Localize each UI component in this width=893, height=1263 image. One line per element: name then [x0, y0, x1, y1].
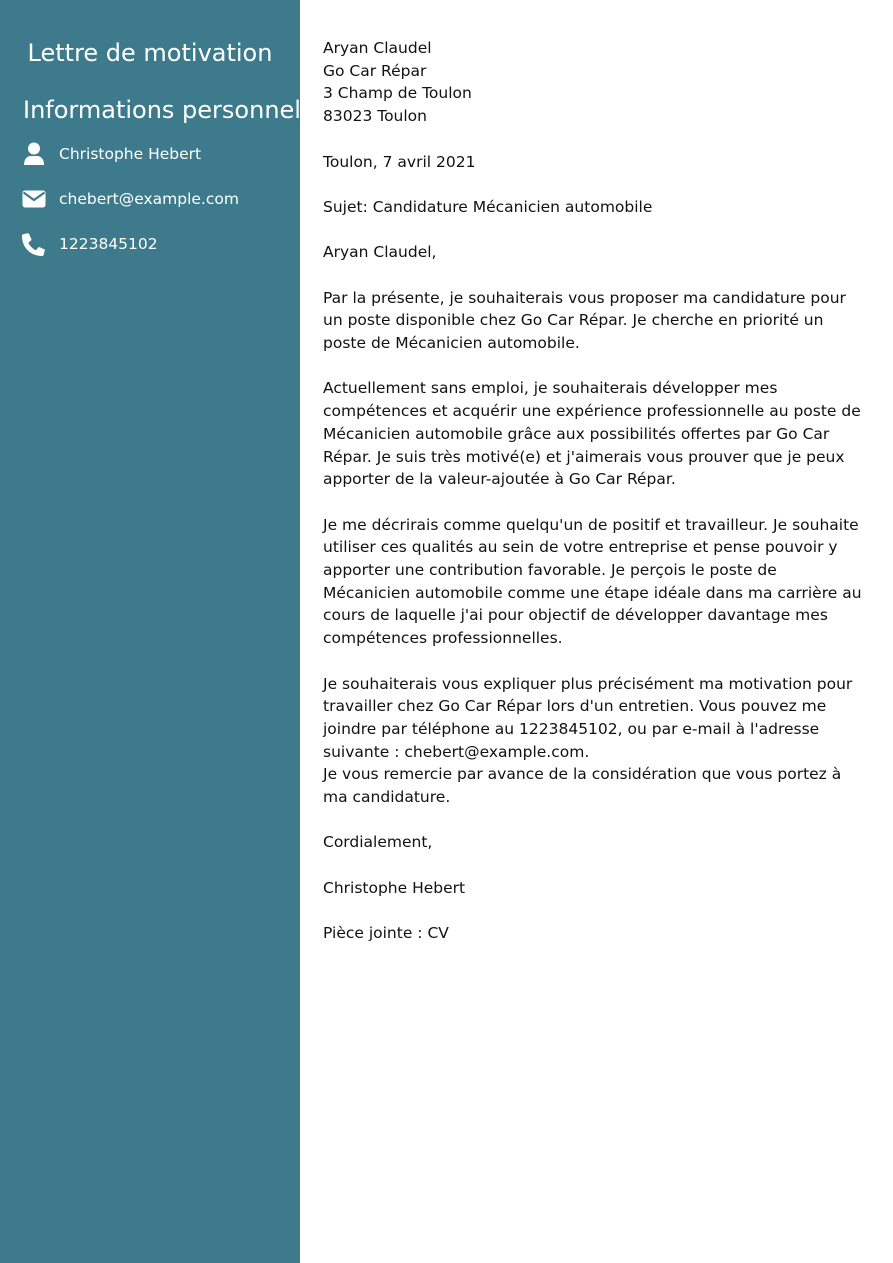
contact-email-row: [22, 187, 292, 211]
section-title-personal-info: Informations personnelles: [23, 96, 335, 124]
salutation: Aryan Claudel,: [323, 243, 437, 262]
letter-body: [323, 37, 863, 968]
date-line: Toulon, 7 avril 2021: [323, 152, 476, 171]
letter-paragraph: Je souhaiterais vous expliquer plus précisément ma motivation pour travailler chez Go Car Répar lors d'un entretien. Vous pouvez me joindre par téléphone au 1223845102, ou par e-mail à l'adresse suivante : chebert@example.com.: [323, 674, 853, 761]
recipient-company: Go Car Répar: [323, 61, 427, 80]
contact-name-row: [22, 142, 292, 166]
contact-phone-row: [22, 232, 292, 256]
letter-paragraph: Je me décrirais comme quelqu'un de positif et travailleur. Je souhaite utiliser ces qualités au sein de votre entreprise et pense pouvoir y apporter une contribution favorable. Je perçois le poste de Mécanicien automobile comme une étape idéale dans ma carrière au cours de laquelle j'ai pour objectif de développer davantage mes compétences professionnelles.: [323, 515, 862, 648]
letter-paragraph: Par la présente, je souhaiterais vous proposer ma candidature pour un poste disponible chez Go Car Répar. Je cherche en priorité un poste de Mécanicien automobile.: [323, 288, 846, 353]
document-title: Lettre de motivation: [27, 39, 273, 67]
signature: Christophe Hebert: [323, 878, 466, 897]
letter-paragraph: Je vous remercie par avance de la considération que vous portez à ma candidature.: [323, 765, 842, 807]
attachment-note: Pièce jointe : CV: [323, 924, 449, 943]
recipient-city: 83023 Toulon: [323, 107, 427, 126]
recipient-name: Aryan Claudel: [323, 39, 432, 57]
recipient-street: 3 Champ de Toulon: [323, 84, 472, 103]
contact-email: chebert@example.com: [59, 190, 239, 208]
letter-paragraph: Actuellement sans emploi, je souhaiterais développer mes compétences et acquérir une expérience professionnelle au poste de Mécanicien automobile grâce aux possibilités offertes par Go Car Répar. Je suis très motivé(e) et j'aimerais vous prouver que je peux apporter de la valeur-ajoutée à Go Car Répar.: [323, 379, 861, 489]
envelope-icon: [22, 187, 46, 211]
phone-icon: [22, 232, 46, 256]
contact-phone: 1223845102: [59, 235, 158, 253]
recipient-block: [323, 37, 863, 128]
closing: Cordialement,: [323, 833, 433, 852]
subject-line: Sujet: Candidature Mécanicien automobile: [323, 197, 653, 216]
sidebar: [0, 0, 335, 1263]
user-icon: [22, 142, 46, 166]
contact-name: Christophe Hebert: [59, 145, 202, 163]
